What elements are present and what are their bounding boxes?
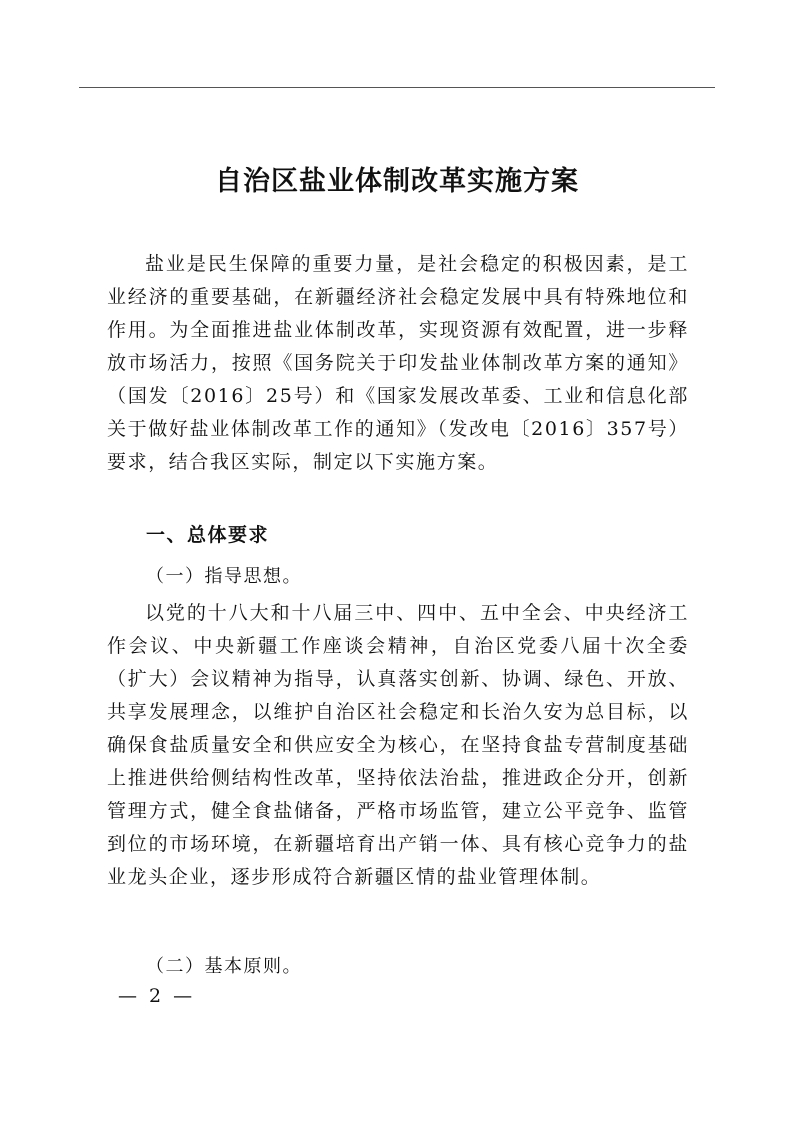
section-heading-general-requirements: 一、总体要求 xyxy=(146,524,270,546)
header-rule xyxy=(79,87,715,88)
page-number: — 2 — xyxy=(118,985,196,1007)
guiding-ideology-paragraph: 以党的十八大和十八届三中、四中、五中全会、中央经济工作会议、中央新疆工作座谈会精神，自治区党委八届十次全委（扩大）会议精神为指导，认真落实创新、协调、绿色、开放、共享发展理念，以维护自治区社会稳定和长治久安为总目标，以确保食盐质量安全和供应安全为核心，在坚持食盐专营制度基础上推进供给侧结构性改革，坚持依法治盐，推进政企分开，创新管理方式，健全食盐储备，严格市场监管，建立公平竞争、监管到位的市场环境，在新疆培育出产销一体、具有核心竞争力的盐业龙头企业，逐步形成符合新疆区情的盐业管理体制。 xyxy=(107,602,689,888)
subsection-heading-guiding-ideology: （一）指导思想。 xyxy=(146,566,302,587)
intro-paragraph: 盐业是民生保障的重要力量，是社会稳定的积极因素，是工业经济的重要基础，在新疆经济社会稳定发展中具有特殊地位和作用。为全面推进盐业体制改革，实现资源有效配置，进一步释放市场活力，按照《国务院关于印发盐业体制改革方案的通知》（国发〔2016〕25号）和《国家发展改革委、工业和信息化部关于做好盐业体制改革工作的通知》（发改电〔2016〕357号）要求，结合我区实际，制定以下实施方案。 xyxy=(107,253,689,473)
document-title: 自治区盐业体制改革实施方案 xyxy=(215,166,579,197)
subsection-heading-basic-principles: （二）基本原则。 xyxy=(146,956,302,977)
